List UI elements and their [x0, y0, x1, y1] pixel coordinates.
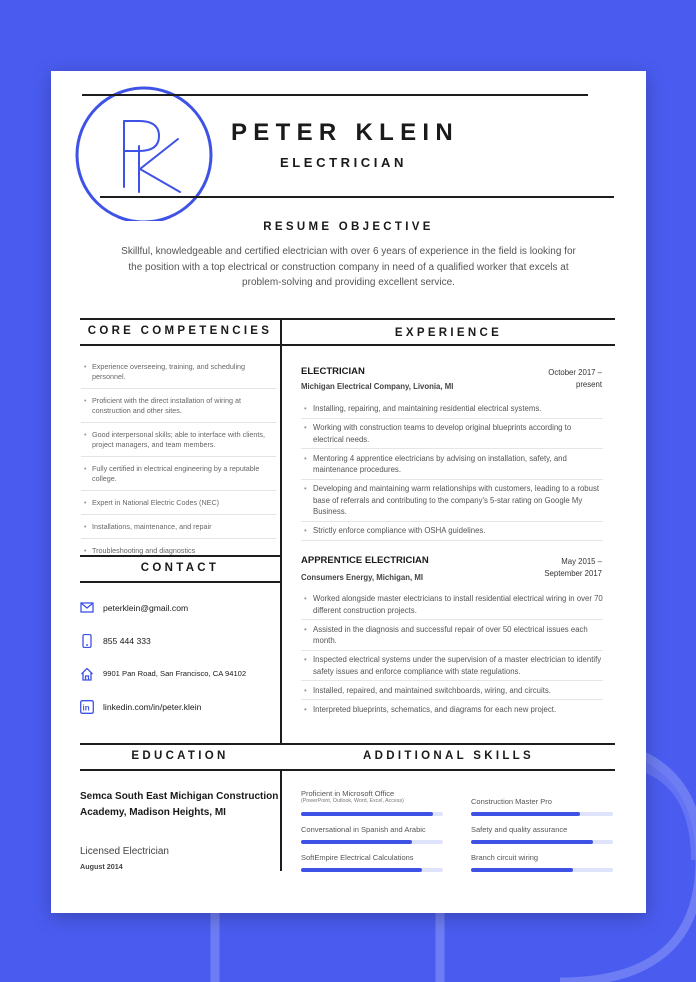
skill-bar-fill: [471, 840, 593, 844]
competencies-heading: CORE COMPETENCIES: [87, 325, 273, 337]
education-school: Semca South East Michigan Construction Academy, Madison Heights, MI: [80, 791, 279, 818]
divider: [80, 344, 615, 346]
job-company-1: Michigan Electrical Company, Livonia, MI: [301, 382, 454, 391]
skill-item: [471, 853, 613, 862]
divider: [80, 581, 280, 583]
list-item: • Installations, maintenance, and repair: [81, 522, 276, 539]
skill-label: Construction Master Pro: [471, 797, 552, 806]
column-divider: [280, 769, 282, 871]
skill-bar: [301, 840, 443, 844]
skill-bar: [471, 868, 613, 872]
list-item: • Good interpersonal skills; able to interface with clients, project managers, and team members.: [81, 430, 276, 457]
education-date: August 2014: [80, 862, 123, 871]
competencies-list: [81, 362, 276, 569]
divider: [80, 769, 615, 771]
skill-sub: (PowerPoint, Outlook, Word, Excel, Access): [301, 798, 404, 804]
candidate-name: PETER KLEIN: [231, 119, 459, 146]
skill-bar: [471, 840, 613, 844]
skill-item: [471, 825, 613, 834]
job-company-2: Consumers Energy, Michigan, MI: [301, 573, 424, 582]
list-item: • Inspected electrical systems under the supervision of a master electrician to identify safety issues and enforce compliance with state regulations.: [301, 654, 603, 681]
contact-heading: CONTACT: [140, 562, 220, 574]
job-title-1: ELECTRICIAN: [301, 366, 365, 377]
resume-page: [51, 71, 646, 913]
job-title-2: APPRENTICE ELECTRICIAN: [301, 555, 429, 566]
phone-icon: [80, 634, 94, 648]
skill-item: [301, 853, 443, 862]
list-item: • Troubleshooting and diagnostics: [81, 546, 276, 562]
objective-text: Skillful, knowledgeable and certified electrician with over 6 years of experience in the field is looking for the position with a top electrical or construction company in need of a qualified worker that excels at problem-solving and providing excellent service.: [121, 246, 576, 288]
objective-heading: RESUME OBJECTIVE: [263, 221, 434, 233]
list-item: • Interpreted blueprints, schematics, and diagrams for each new project.: [301, 704, 603, 719]
contact-phone[interactable]: [80, 634, 280, 648]
education-heading: EDUCATION: [131, 750, 229, 762]
divider: [80, 318, 615, 320]
list-item: • Developing and maintaining warm relationships with customers, leading to a robust base of referrals and contributing to the company's 5-star rating on Google My Business.: [301, 483, 603, 522]
education-certificate: Licensed Electrician: [80, 846, 169, 857]
job-date-2: May 2015 – September 2017: [544, 557, 602, 578]
address-text: 9901 Pan Road, San Francisco, CA 94102: [103, 669, 247, 678]
skill-label: Proficient in Microsoft Office: [301, 789, 395, 798]
home-icon: [80, 667, 94, 681]
skill-bar-fill: [301, 812, 433, 816]
list-item: • Strictly enforce compliance with OSHA guidelines.: [301, 525, 603, 541]
skill-item: [301, 789, 443, 805]
linkedin-icon: [80, 700, 94, 714]
job-title: ELECTRICIAN: [280, 155, 407, 170]
list-item: • Proficient with the direct installation of wiring at construction and other sites.: [81, 396, 276, 423]
experience-heading: EXPERIENCE: [394, 327, 503, 339]
linkedin-text: linkedin.com/in/peter.klein: [103, 702, 202, 712]
skill-bar-fill: [471, 868, 573, 872]
job-date-1: October 2017 – present: [548, 368, 602, 389]
list-item: • Expert in National Electric Codes (NEC): [81, 498, 276, 515]
skill-bar: [301, 812, 443, 816]
list-item: • Mentoring 4 apprentice electricians by advising on installation, safety, and maintenance procedures.: [301, 453, 603, 480]
column-divider: [280, 318, 282, 745]
email-text: peterklein@gmail.com: [103, 603, 189, 613]
job-bullets-1: [301, 403, 603, 544]
list-item: • Fully certified in electrical engineering by a reputable college.: [81, 464, 276, 491]
skill-label: Branch circuit wiring: [471, 853, 539, 862]
contact-email[interactable]: [80, 601, 280, 615]
mail-icon: [80, 601, 94, 613]
list-item: • Working with construction teams to develop original blueprints according to electrical needs.: [301, 422, 603, 449]
skill-label: Conversational in Spanish and Arabic: [301, 825, 426, 834]
contact-linkedin[interactable]: [80, 700, 280, 714]
skill-item: [471, 797, 613, 806]
skill-label: SoftEmpire Electrical Calculations: [301, 853, 414, 862]
list-item: • Installing, repairing, and maintaining residential electrical systems.: [301, 403, 603, 419]
skill-bar: [471, 812, 613, 816]
skill-label: Safety and quality assurance: [471, 825, 568, 834]
skill-item: [301, 825, 443, 834]
skill-bar-fill: [301, 840, 412, 844]
skill-bar-fill: [301, 868, 422, 872]
divider: [80, 743, 615, 745]
skill-bar-fill: [471, 812, 580, 816]
list-item: • Experience overseeing, training, and scheduling personnel.: [81, 362, 276, 389]
job-bullets-2: [301, 593, 603, 722]
list-item: • Installed, repaired, and maintained switchboards, wiring, and circuits.: [301, 685, 603, 701]
phone-text: 855 444 333: [103, 636, 151, 646]
list-item: • Worked alongside master electricians to install residential electrical wiring in over 70 different construction projects.: [301, 593, 603, 620]
svg-text:in: in: [82, 703, 90, 713]
contact-address: [80, 667, 280, 681]
skills-heading: ADDITIONAL SKILLS: [363, 750, 534, 762]
skill-bar: [301, 868, 443, 872]
divider: [80, 555, 280, 557]
list-item: • Assisted in the diagnosis and successful repair of over 50 electrical issues each month.: [301, 624, 603, 651]
